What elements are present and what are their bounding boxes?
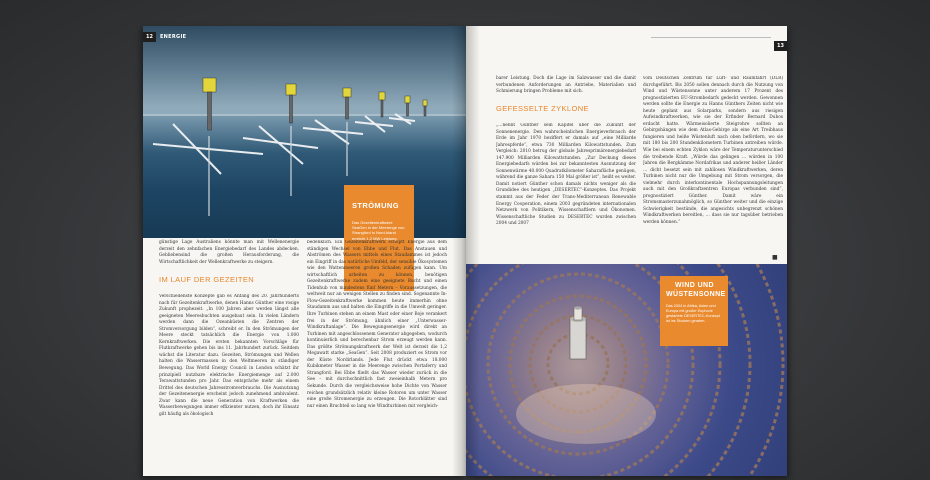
- left-col2-body: bedenklich. Ein Gezeitenkraftwerk schöpft Energie aus dem ständigen Wechsel von Ebbe und Flut. Das Anstauen und Abströmen des Wassers mittels eines Staudammes ist jedoch ein Eingriff in das natürliche Umfeld, der sensible Ökosystemen wie den Wattenmeeren großen Schaden zufügen kann. Um wirtschaftlich arbeiten zu können, benötigen Gezeitenkraftwerke zudem eine geeignete Bucht und einen Tidenhub von mindestens fünf Metern – Voraussetzungen, die weltweit nur an wenigen Stellen zu finden sind. Sogenannte In-Flow-Gezeitenkraftwerke kommen heute immerhin ohne Staudamm aus und halten die Eingriffe in die Umwelt geringer. Ihre Turbinen stehen an einem Mast oder einer Boje verankert frei in der Strömung, ähnlich einer „Unterwasser-Windkraftanlage“. Die Bewegungsenergie wird direkt an Turbinen mit angeschlossenem Generator abgegeben, wodurch kontinuierlich und berechenbar Strom erzeugt werden kann. Das größte Strömungskraftwerk der Welt ist derzeit die 1,2 Megawatt starke „SeaGen“. Seit 2008 produziert es Strom vor der Küste Nordirlands. Jede Flut drückt etwa 18.000 Kubikmeter Wasser in die Meerenge zwischen Portaferry und Strangford. Bei Ebbe fließt das Wasser wieder zurück in die See – mit durchschnittlich fast zweieinhalb Metern pro Sekunde. Durch die vergleichsweise hohe Dichte von Wasser reichen grundsätzlich relativ kleine Rotoren um unter Wasser eine große Stromenergie zu erzeugen. Die Rotorblätter sind nur einen Bruchteil so lang wie Windturbinen mit vergleich-: [307, 240, 447, 409]
- solar-tower-photo: [466, 264, 787, 476]
- caption-box-title-line2: WÜSTENSONNE: [666, 290, 726, 298]
- headline-gezeiten: IM LAUF DER GEZEITEN: [159, 275, 255, 284]
- page-header-right: [774, 32, 787, 51]
- page-header-left: [143, 32, 186, 42]
- caption-box-title: [660, 276, 728, 299]
- right-col1-body: „…nennt Günther sein Kapitel über die Zukunft der Sonnenenergie. Den wahrscheinlichen Energieverbrauch der Erde im Jahr 1970 beziffert er damals auf „eine Milliarde Jahrespferde“, etwa 730 Milliarden Kilowattstunden. Zum Vergleich: 2010 betrug der globale Jahresprimärenergiebedarf 147.900 Milliarden Kilowattstunden. „Zur Deckung dieses Energiebedarfs würden bei zur bekanntesten Ausnutzung der Sonnenwärme 40.000 Quadratkilometer Saharafläche genügen, während die ganze Sahara 150 Mal größer ist“, heißt es weiter. Damit notiert Günther schon damals nichts weniger als die Grundidee des heutigen „DESERTEC“-Konzeptes. Das Projekt stammt aus der Feder der Trans-Mediterranean Renewable Energy Cooperation, einem 2003 gegründeten internationalen Netzwerk von Politikern, Wissenschaftlern und Ökonomen. Wissenschaftliche Studien zu DESERTEC wurden zwischen 2004 und 2007: [496, 123, 636, 227]
- tidal-turbines-photo: [143, 26, 466, 238]
- headline-zyklone: GEFESSELTE ZYKLONE: [496, 104, 589, 113]
- left-col1-intro: günstige Lage Australiens könnte man mit Wellenenergie derzeit den zehnfachen Energiebedarf des Landes abdecken. Gebliebensind die großen Herausforderung, die Wirtschaftlichkeit der Wellenkraftwerke zu steigern.: [159, 240, 299, 265]
- header-rule: [651, 37, 771, 38]
- left-col1-body: Verschiedenste Konzepte gab es Anfang des 20. Jahrhunderts nach für Gezeitenkraftwerke, denen Hanns Günther eine rosige Zukunft prophezeit. „In 100 Jahren aber werden längst alle geeigneten Meeresbuchten ausgebaut sein. In vielen Ländern werden dann die Ozeanküsten die Zentren der Stromversorgung bilden“, schreibt er. In den Strömungen der Meere steckt tatsächlich die Energie von 1.000 Kernkraftwerken. Die ersten bekannten Vorschläge für Flutkraftwerke gehen bis ins 11. Jahrhundert zurück. Seitdem wächst die Literatur dazu. Gezeiten, Strömungen und Wellen halten die Wassermassen in den Weltmeeren in ständiger Bewegung. Das World Energy Council in London schätzt ihr prinzipiell nutzbare elektrische Energiemenge auf 2.000 Terawattstunden pro Jahr. Das entspräche mehr als einem Drittel des deutschen Jahresstromverbrauchs. Die Ausnutzung der Gezeitenenergie erscheint jedoch zunehmend ambivalent. Zwar kann die neue Generation von Kraftwerken die Wasserbewegungen immer effizienter nutzen, doch ihr Einsatz gilt häufig als ökologisch: [159, 294, 299, 417]
- caption-box-title: STRÖMUNG: [352, 201, 399, 210]
- caption-box-text: Das Gezeitenkraftwerk SeaGen in der Meerenge von Strangford in Nord-irland erreicht 1,2 MW Leistung.: [352, 220, 405, 241]
- page-number: 13: [774, 41, 787, 51]
- caption-box-title-line1: WIND UND: [675, 282, 714, 289]
- right-col2-body: vom Deutschen Zentrum für Luft- und Raumfahrt (DLR) durchgeführt. Bis 2050 sollen dennach durch die Nutzung von Wind und Wüstensonne unter anderem 17 Prozent des prognostizierten EU-Strombedarfs gedeckt werden. Gewonnen werden sollte die Energie zu Hanns Günthers Zeiten nicht wie heute geplant aus Solarparks, sondern aus riesigen Aufwindkraftwerken, wie sie der Erfinder Bernard Dubos erdacht hatte. Wärmeisolierte Steigrohre sollten an Gebirgshängen wie dem Atlas-Gebirge als eine Art Treibhaus fungieren und heiße Wüstenluft nach oben befördern, wo sie mit 180 bis 200 Stundenkilometern Turbinen antreiben würde. Wie bei einem echten Zyklon wäre der Temperaturunterschied die treibende Kraft. „Würde das gelingen … würden in 100 Jahren die Bergkämme Nordafrikas und anderer heißer Länder … dicht besetzt sein mit zahllosen Windkraftwerken, deren Turbinen nicht nur die Umgebung mit Strom versorgen, die vielmehr durch interkontinentale Hochspannungsleitungen auch mit den Großkraftzentren Europas verbunden sind“, prognostiziert Günther. Damit wäre ein Stromsmasterzunahmöglich, so Günther weiter und die einzige Schwierigkeit bestünde, die angesichts unbegrenzt schönen Windkraftwerken bereitlen, … dass sie nur tagsüber betrieben werden können.“: [643, 76, 783, 226]
- end-mark: ■: [772, 254, 778, 261]
- section-label: ENERGIE: [159, 34, 187, 40]
- right-col1-intro: barer Leistung. Doch die Lage im Salzwasser und die damit verbundenen Anforderungen an Antriebe, Materialien und Schmierung bringen Probleme mit sich.: [496, 76, 636, 95]
- left-page: [143, 26, 466, 476]
- caption-box-text: Das 2004 in Afrika, Asien und Europa mit großer Euphorie gestartete DESERTEC-Konzept ist ins Stocken geraten.: [666, 304, 720, 323]
- caption-box-wuestensonne: [660, 276, 728, 346]
- heliostat-field-illustration: [466, 264, 787, 476]
- right-page: [466, 26, 787, 476]
- page-number: 12: [143, 32, 156, 42]
- turbine-illustration: [143, 26, 466, 238]
